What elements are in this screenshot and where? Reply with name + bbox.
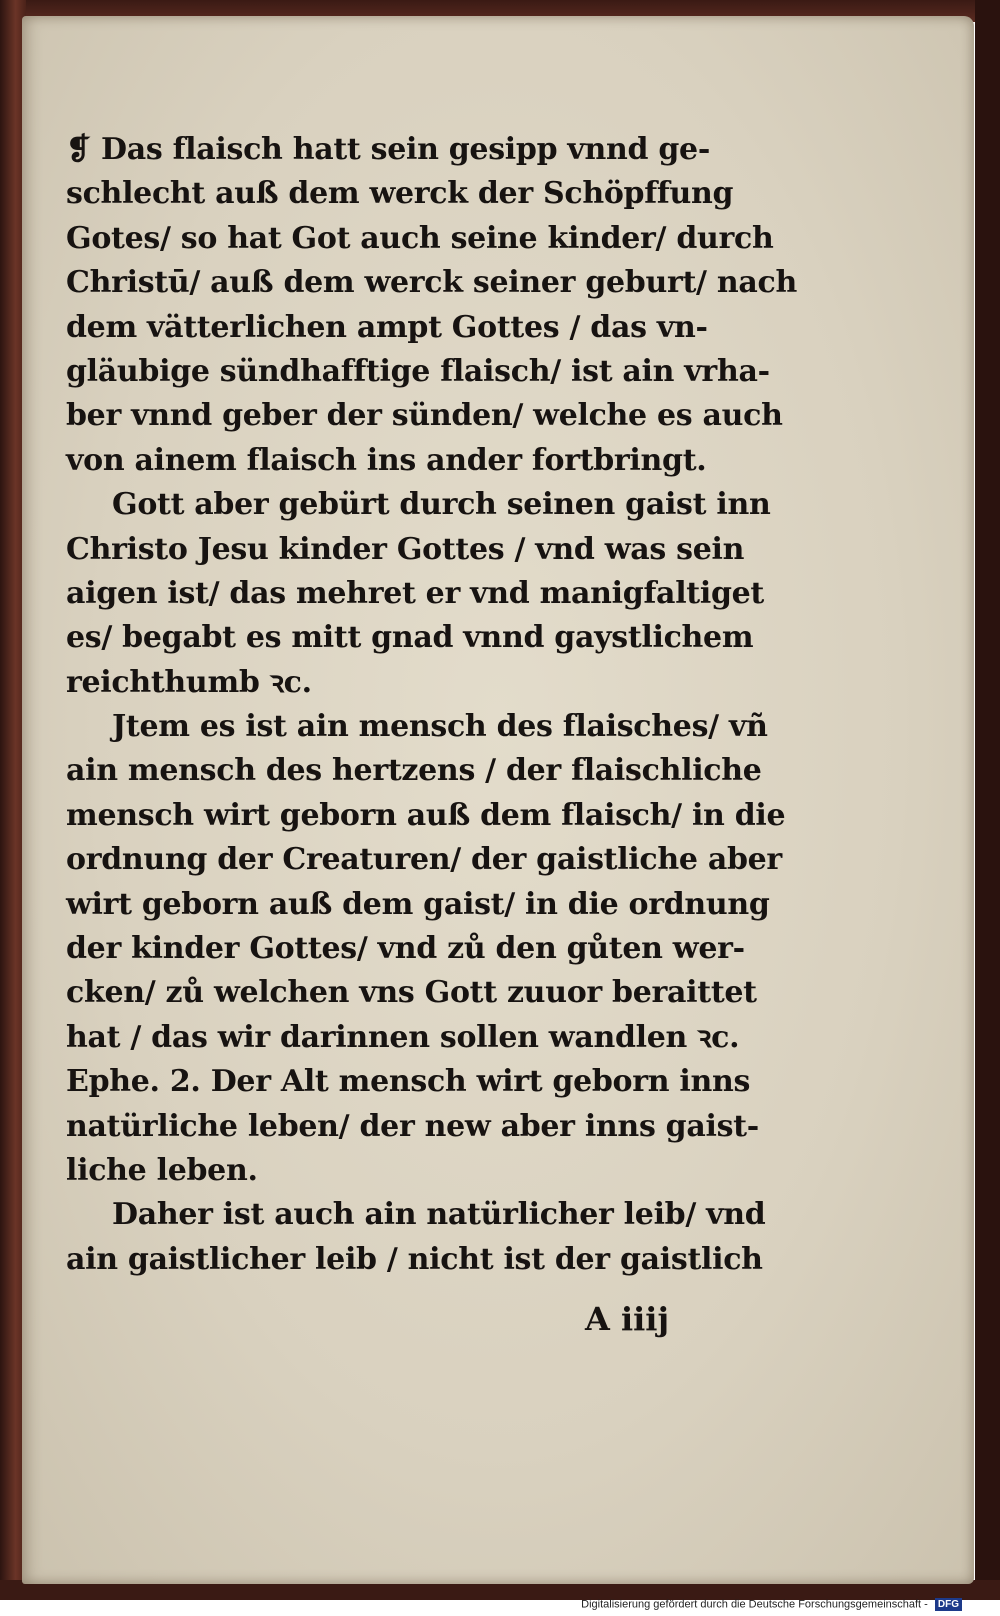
- text-line: Daher ist auch ain natürlicher leib/ vnd: [112, 1197, 766, 1233]
- text-line: gläubige sündhafftige flaisch/ ist ain vrha-: [66, 353, 770, 389]
- text-line: ain mensch des hertzens / der flaischliche: [66, 753, 762, 789]
- text-line: von ainem flaisch ins ander fortbringt.: [66, 442, 707, 478]
- signature-mark: A iiij: [585, 1300, 670, 1338]
- text-line: Christo Jesu kinder Gottes / vnd was sein: [66, 531, 745, 567]
- text-line: reichthumb ꝛc.: [66, 664, 312, 700]
- text-line: natürliche leben/ der new aber inns gaist-: [66, 1108, 759, 1144]
- text-line: ber vnnd geber der sünden/ welche es auch: [66, 398, 783, 434]
- text-line: ordnung der Creaturen/ der gaistliche aber: [66, 842, 782, 878]
- text-line: Christū/ auß dem werck seiner geburt/ nach: [66, 265, 797, 301]
- digitization-credit: [581, 1598, 962, 1611]
- credit-text: Digitalisierung gefördert durch die Deutsche Forschungsgemeinschaft -: [581, 1598, 928, 1611]
- text-line: schlecht auß dem werck der Schöpffung: [66, 176, 734, 212]
- book-cover-edge-right: [975, 0, 1000, 1600]
- dfg-logo: DFG: [935, 1598, 962, 1611]
- text-line: hat / das wir darinnen sollen wandlen ꝛc.: [66, 1019, 740, 1055]
- text-line: wirt geborn auß dem gaist/ in die ordnung: [66, 886, 770, 922]
- text-line: es/ begabt es mitt gnad vnnd gaystlichem: [66, 620, 754, 656]
- text-line: Jtem es ist ain mensch des flaisches/ vñ: [112, 709, 768, 745]
- text-line: der kinder Gottes/ vnd zů den gůten wer-: [66, 931, 745, 967]
- text-line: dem vätterlichen ampt Gottes / das vn-: [66, 309, 708, 345]
- text-line: Gotes/ so hat Got auch seine kinder/ durch: [66, 220, 774, 256]
- body-text: [66, 128, 816, 1282]
- text-line: ❡ Das flaisch hatt sein gesipp vnnd ge-: [66, 132, 710, 167]
- text-line: aigen ist/ das mehret er vnd manigfaltiget: [66, 575, 764, 611]
- text-line: Gott aber gebürt durch seinen gaist inn: [112, 487, 771, 523]
- text-line: liche leben.: [66, 1152, 258, 1188]
- text-line: ain gaistlicher leib / nicht ist der gaistlich: [66, 1241, 763, 1277]
- text-line: cken/ zů welchen vns Gott zuuor beraittet: [66, 975, 757, 1011]
- text-line: mensch wirt geborn auß dem flaisch/ in die: [66, 797, 786, 833]
- text-line: Ephe. 2. Der Alt mensch wirt geborn inns: [66, 1064, 751, 1100]
